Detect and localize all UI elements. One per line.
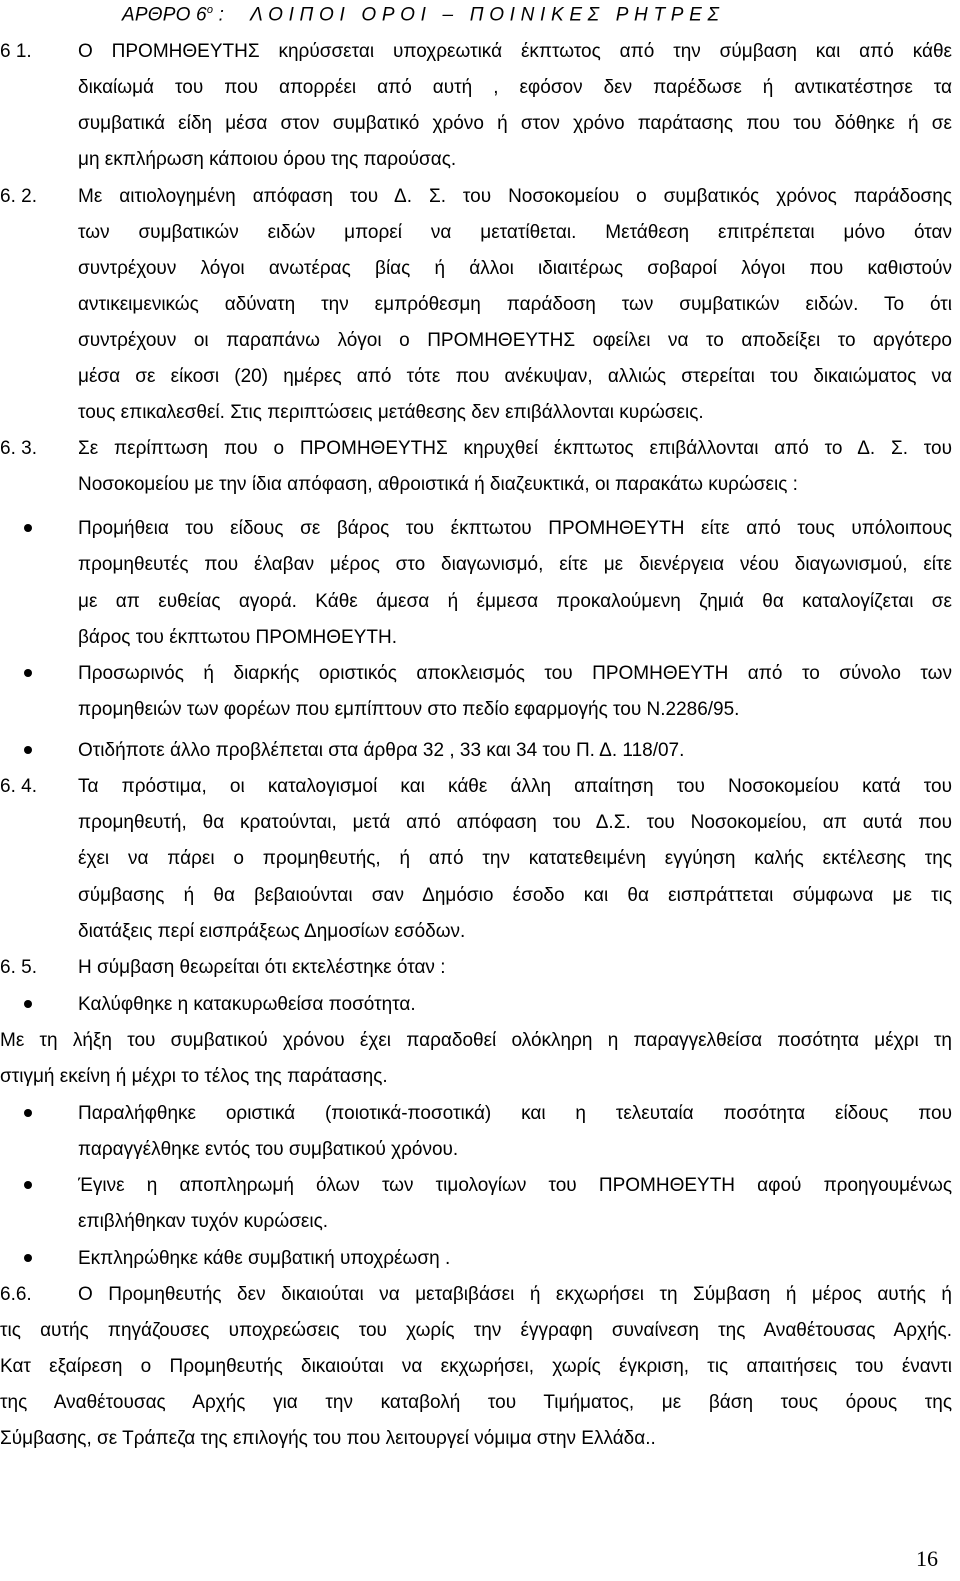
paragraph-line: έχει να πάρει ο προμηθευτής, ή από την κατατεθειμένη εγγύηση καλής εκτέλεσης της: [78, 848, 952, 869]
bullet-line: επιβλήθηκαν τυχόν κυρώσεις.: [78, 1211, 329, 1232]
paragraph-line: προμηθευτή, θα κρατούνται, μετά από απόφαση του Δ.Σ. του Νοσοκομείου, απ αυτά που: [78, 812, 952, 833]
article-superscript: ο: [206, 4, 214, 16]
paragraph-line: δικαίωμά του που απορρέει από αυτή , εφόσον δεν παρέδωσε ή αντικατέστησε τα: [78, 77, 952, 98]
paragraph-line: Κατ εξαίρεση ο Προμηθευτής δικαιούται να εκχωρήσει, χωρίς έγκριση, τις απαιτήσεις του έναντι: [0, 1356, 952, 1377]
article-heading: Λ Ο Ι Π Ο Ι Ο Ρ Ο Ι – Π Ο Ι Ν Ι Κ Ε Σ Ρ Η Τ Ρ Ε Σ: [250, 4, 720, 26]
paragraph-line: συντρέχουν οι παραπάνω λόγοι ο ΠΡΟΜΗΘΕΥΤΗΣ οφείλει να το αποδείξει το αργότερο: [78, 330, 952, 351]
paragraph-line: μέσα σε είκοσι (20) ημέρες από τότε που ανέκυψαν, αλλιώς στερείται του δικαιώματος να: [78, 366, 952, 387]
paragraph-line: Ο Προμηθευτής δεν δικαιούται να μεταβιβάσει ή εκχωρήσει τη Σύμβαση ή μέρος αυτής ή: [78, 1284, 952, 1305]
page-number: 16: [916, 1546, 938, 1571]
paragraph-line: συμβατικά είδη μέσα στον συμβατικό χρόνο ή στον χρόνο παράτασης που του δόθηκε ή σε: [78, 113, 952, 134]
bullet-line: Εκπληρώθηκε κάθε συμβατική υποχρέωση .: [78, 1248, 451, 1269]
bullet-icon: [24, 1000, 32, 1008]
paragraph-line: διατάξεις περί εισπράξεως Δημοσίων εσόδων.: [78, 921, 466, 942]
paragraph-line: αντικειμενικώς αδύνατη την εμπρόθεσμη παράδοση των συμβατικών ειδών. Το ότι: [78, 294, 952, 315]
paragraph-line: μη εκπλήρωση κάποιου όρου της παρούσας.: [78, 149, 457, 170]
section-number-6-5: 6. 5.: [0, 957, 37, 978]
bullet-line: Καλύφθηκε η κατακυρωθείσα ποσότητα.: [78, 994, 416, 1015]
paragraph-line: σύμβασης ή θα βεβαιούνται σαν Δημόσιο έσοδο και θα εισπράττεται σύμφωνα με τις: [78, 885, 952, 906]
bullet-line: Προσωρινός ή διαρκής οριστικός αποκλεισμός του ΠΡΟΜΗΘΕΥΤΗ από το σύνολο των: [78, 663, 952, 684]
section-number-6-1: 6 1.: [0, 41, 32, 62]
section-number-6-3: 6. 3.: [0, 438, 37, 459]
bullet-line: προμηθειών των φορέων που εμπίπτουν στο πεδίο εφαρμογής του Ν.2286/95.: [78, 699, 740, 720]
paragraph-line: Με τη λήξη του συμβατικού χρόνου έχει παραδοθεί ολόκληρη η παραγγελθείσα ποσότητα μέχρι τη: [0, 1030, 952, 1051]
paragraph-line: Με αιτιολογημένη απόφαση του Δ. Σ. του Νοσοκομείου ο συμβατικός χρόνος παράδοσης: [78, 186, 952, 207]
bullet-line: προμηθευτές που έλαβαν μέρος στο διαγωνισμό, είτε με διενέργεια νέου διαγωνισμού, είτε: [78, 554, 952, 575]
paragraph-line: Σύμβασης, σε Τράπεζα της επιλογής του που λειτουργεί νόμιμα στην Ελλάδα..: [0, 1428, 656, 1449]
bullet-line: Οτιδήποτε άλλο προβλέπεται στα άρθρα 32 , 33 και 34 του Π. Δ. 118/07.: [78, 740, 685, 761]
bullet-line: Έγινε η αποπληρωμή όλων των τιμολογίων του ΠΡΟΜΗΘΕΥΤΗ αφού προηγουμένως: [78, 1175, 952, 1196]
bullet-line: Παραλήφθηκε οριστικά (ποιοτικά-ποσοτικά) και η τελευταία ποσότητα είδους που: [78, 1103, 952, 1124]
paragraph-line: τις αυτής πηγάζουσες υποχρεώσεις του χωρίς την έγγραφη συναίνεση της Αναθέτουσας Αρχής.: [0, 1320, 952, 1341]
paragraph-line: Η σύμβαση θεωρείται ότι εκτελέστηκε όταν :: [78, 957, 446, 978]
article-title: [122, 4, 719, 26]
bullet-icon: [24, 1181, 32, 1189]
paragraph-line: Νοσοκομείου με την ίδια απόφαση, αθροιστικά ή διαζευκτικά, οι παρακάτω κυρώσεις :: [78, 474, 798, 495]
bullet-line: βάρος του έκπτωτου ΠΡΟΜΗΘΕΥΤΗ.: [78, 627, 398, 648]
article-number: ΑΡΘΡΟ 6: [122, 4, 207, 26]
section-number-6-2: 6. 2.: [0, 186, 37, 207]
bullet-icon: [24, 524, 32, 532]
paragraph-line: συντρέχουν λόγοι ανωτέρας βίας ή άλλοι ιδιαιτέρως σοβαροί λόγοι που καθιστούν: [78, 258, 952, 279]
paragraph-line: τους επικαλεσθεί. Στις περιπτώσεις μετάθεσης δεν επιβάλλονται κυρώσεις.: [78, 402, 704, 423]
bullet-icon: [24, 669, 32, 677]
bullet-line: Προμήθεια του είδους σε βάρος του έκπτωτου ΠΡΟΜΗΘΕΥΤΗ είτε από τους υπόλοιπους: [78, 518, 952, 539]
paragraph-line: Τα πρόστιμα, οι καταλογισμοί και κάθε άλλη απαίτηση του Νοσοκομείου κατά του: [78, 776, 952, 797]
paragraph-line: της Αναθέτουσας Αρχής για την καταβολή του Τιμήματος, με βάση τους όρους της: [0, 1392, 952, 1413]
bullet-line: παραγγέλθηκε εντός του συμβατικού χρόνου.: [78, 1139, 459, 1160]
section-number-6-6: 6.6.: [0, 1284, 32, 1305]
bullet-icon: [24, 1109, 32, 1117]
title-colon: :: [213, 4, 225, 26]
paragraph-line: στιγμή εκείνη ή μέχρι το τέλος της παράτασης.: [0, 1066, 388, 1087]
paragraph-line: Σε περίπτωση που ο ΠΡΟΜΗΘΕΥΤΗΣ κηρυχθεί έκπτωτος επιβάλλονται από το Δ. Σ. του: [78, 438, 952, 459]
bullet-icon: [24, 1254, 32, 1262]
bullet-icon: [24, 746, 32, 754]
section-number-6-4: 6. 4.: [0, 776, 37, 797]
paragraph-line: Ο ΠΡΟΜΗΘΕΥΤΗΣ κηρύσσεται υποχρεωτικά έκπτωτος από την σύμβαση και από κάθε: [78, 41, 952, 62]
bullet-line: με απ ευθείας αγορά. Κάθε άμεσα ή έμμεσα προκαλούμενη ζημιά θα καταλογίζεται σε: [78, 591, 952, 612]
paragraph-line: των συμβατικών ειδών μπορεί να μετατίθεται. Μετάθεση επιτρέπεται μόνο όταν: [78, 222, 952, 243]
